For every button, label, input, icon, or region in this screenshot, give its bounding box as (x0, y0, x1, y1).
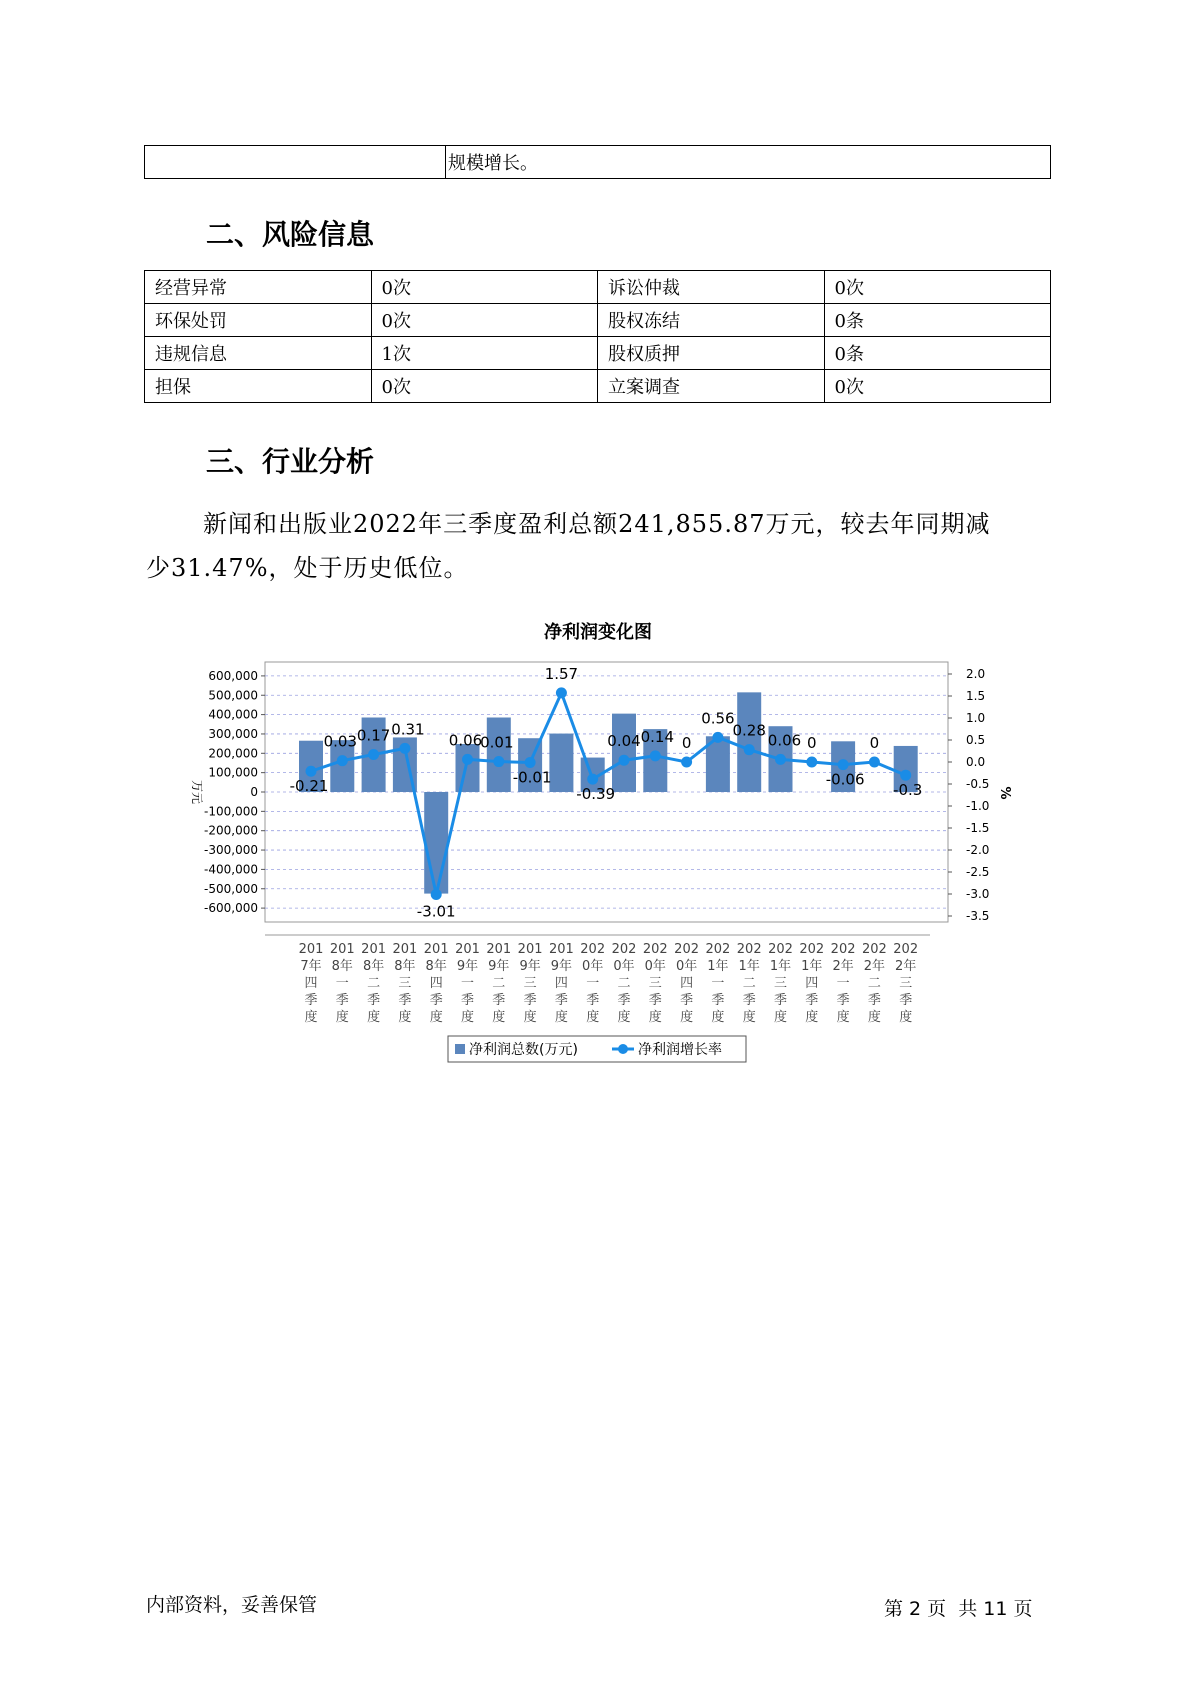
point-label: -0.21 (289, 777, 329, 796)
point-label: 0.06 (767, 731, 802, 750)
risk-item-label: 诉讼仲裁 (598, 271, 825, 304)
x-tick-label: 度 (398, 1010, 412, 1025)
risk-item-value: 0次 (824, 271, 1051, 304)
right-tick-label: 1.5 (966, 689, 986, 703)
x-tick-label: 0年 (675, 959, 698, 974)
x-tick-label: 四 (429, 976, 443, 991)
growth-point (306, 766, 317, 777)
x-tick-label: 度 (805, 1010, 819, 1025)
x-tick-label: 度 (429, 1010, 443, 1025)
left-tick-label: 500,000 (208, 688, 258, 703)
growth-point (838, 759, 849, 770)
point-label: 0 (869, 734, 880, 752)
point-label: 0.04 (607, 732, 641, 751)
x-tick-label: 二 (617, 976, 631, 991)
growth-point (775, 754, 786, 765)
x-tick-label: 二 (867, 976, 881, 991)
point-label: 0.28 (732, 721, 766, 740)
x-tick-label: 季 (335, 993, 349, 1008)
growth-point (556, 687, 567, 698)
growth-point (525, 757, 536, 768)
right-tick-label: 1.0 (966, 711, 986, 725)
left-axis-title: 万元 (190, 779, 204, 805)
x-tick-label: 202 (642, 942, 668, 957)
x-tick-label: 季 (648, 993, 662, 1008)
x-tick-label: 度 (711, 1010, 725, 1025)
x-tick-label: 2年 (863, 959, 886, 974)
risk-item-value: 0条 (824, 304, 1051, 337)
x-tick-label: 二 (367, 976, 381, 991)
point-label: -0.3 (893, 781, 923, 800)
risk-item-value: 0次 (371, 370, 598, 403)
x-tick-label: 四 (805, 976, 819, 991)
x-tick-label: 201 (392, 942, 418, 957)
risk-item-label: 经营异常 (145, 271, 372, 304)
bar (456, 744, 480, 792)
bar (737, 692, 761, 792)
x-tick-label: 202 (736, 942, 762, 957)
x-tick-label: 一 (586, 976, 600, 991)
x-tick-label: 度 (335, 1010, 349, 1025)
x-tick-label: 度 (742, 1010, 756, 1025)
x-tick-label: 三 (899, 976, 913, 991)
left-tick-label: -300,000 (204, 843, 258, 858)
x-tick-label: 季 (398, 993, 412, 1008)
growth-point (712, 732, 723, 743)
growth-point (806, 757, 817, 768)
bar (487, 718, 511, 792)
x-tick-label: 三 (648, 976, 662, 991)
point-label: 1.57 (544, 664, 579, 683)
growth-point (681, 757, 692, 768)
x-tick-label: 季 (711, 993, 725, 1008)
bar (424, 792, 448, 894)
risk-item-value: 0次 (371, 304, 598, 337)
x-tick-label: 季 (429, 993, 443, 1008)
x-tick-label: 9年 (519, 959, 541, 974)
growth-point (869, 757, 880, 768)
left-tick-label: 0 (250, 785, 258, 799)
growth-point (650, 750, 661, 761)
x-tick-label: 202 (705, 942, 731, 957)
x-tick-label: 一 (460, 976, 475, 991)
right-tick-label: -2.5 (966, 865, 990, 879)
growth-point (431, 889, 442, 900)
growth-point (619, 755, 630, 766)
point-label: 0.06 (448, 731, 483, 750)
x-tick-label: 四 (680, 976, 694, 991)
x-tick-label: 度 (773, 1010, 788, 1025)
footer-confidential: 内部资料，妥善保管 (146, 1594, 318, 1616)
risk-item-value: 0次 (824, 370, 1051, 403)
x-tick-label: 度 (304, 1010, 318, 1025)
bar (612, 714, 636, 792)
risk-item-label: 担保 (145, 370, 372, 403)
growth-point (900, 770, 911, 781)
point-label: 0.01 (480, 733, 514, 752)
left-tick-label: 100,000 (208, 765, 258, 780)
x-tick-label: 1年 (738, 959, 760, 974)
x-tick-label: 度 (367, 1010, 381, 1025)
right-tick-label: -2.0 (966, 843, 990, 857)
x-tick-label: 度 (867, 1010, 881, 1025)
x-tick-label: 201 (423, 942, 449, 957)
x-tick-label: 季 (773, 993, 788, 1008)
left-tick-label: 200,000 (208, 746, 258, 761)
left-tick-label: 300,000 (208, 726, 258, 741)
left-tick-label: -200,000 (204, 823, 258, 838)
right-tick-label: -3.5 (966, 909, 990, 923)
x-tick-label: 0年 (613, 959, 635, 974)
x-tick-label: 度 (523, 1010, 537, 1025)
left-tick-label: -600,000 (204, 901, 258, 916)
point-label: 0.31 (391, 720, 425, 739)
risk-item-value: 1次 (371, 337, 598, 370)
x-tick-label: 度 (899, 1010, 913, 1025)
x-tick-label: 202 (611, 942, 637, 957)
x-tick-label: 季 (680, 993, 694, 1008)
right-tick-label: 0.0 (966, 755, 986, 769)
left-tick-label: 400,000 (208, 707, 258, 722)
growth-point (587, 774, 598, 785)
point-label: -3.01 (416, 902, 456, 921)
x-tick-label: 8年 (331, 959, 353, 974)
point-label: 0 (681, 734, 692, 752)
legend-line-marker (618, 1044, 628, 1054)
growth-point (744, 744, 755, 755)
x-tick-label: 度 (554, 1010, 568, 1025)
x-tick-label: 三 (773, 976, 788, 991)
x-tick-label: 202 (893, 942, 919, 957)
x-tick-label: 三 (398, 976, 412, 991)
x-tick-label: 度 (680, 1010, 694, 1025)
x-tick-label: 季 (867, 993, 881, 1008)
right-axis-title: % (997, 786, 1012, 800)
x-tick-label: 度 (648, 1010, 662, 1025)
legend-line-label: 净利润增长率 (638, 1042, 722, 1058)
x-tick-label: 二 (742, 976, 756, 991)
risk-item-value: 0次 (371, 271, 598, 304)
x-tick-label: 一 (836, 976, 850, 991)
x-tick-label: 201 (361, 942, 387, 957)
right-tick-label: -1.5 (966, 821, 990, 835)
x-tick-label: 202 (768, 942, 793, 957)
x-tick-label: 季 (617, 993, 631, 1008)
growth-point (493, 756, 504, 767)
x-tick-label: 8年 (425, 959, 447, 974)
x-tick-label: 202 (861, 942, 887, 957)
growth-point (337, 755, 348, 766)
x-tick-label: 度 (586, 1010, 600, 1025)
x-tick-label: 0年 (644, 959, 666, 974)
x-tick-label: 0年 (582, 959, 604, 974)
analysis-paragraph-line1: 新闻和出版业2022年三季度盈利总额241,855.87万元，较去年同期减 (203, 510, 991, 538)
section2-title: 二、风险信息 (206, 218, 375, 251)
x-tick-label: 8年 (394, 959, 416, 974)
bar (549, 734, 573, 792)
legend-bar-swatch (455, 1044, 465, 1054)
x-tick-label: 2年 (895, 959, 917, 974)
x-tick-label: 二 (492, 976, 506, 991)
x-tick-label: 1年 (801, 959, 823, 974)
x-tick-label: 202 (799, 942, 825, 957)
x-tick-label: 度 (492, 1010, 506, 1025)
right-tick-label: -3.0 (966, 887, 990, 901)
x-tick-label: 1年 (707, 959, 729, 974)
x-tick-label: 季 (554, 993, 568, 1008)
x-tick-label: 201 (517, 942, 543, 957)
x-tick-label: 季 (367, 993, 381, 1008)
point-label: -0.06 (825, 770, 865, 789)
footer-page-number: 第 2 页 共 11 页 (884, 1598, 1033, 1620)
x-tick-label: 季 (304, 993, 318, 1008)
risk-item-label: 股权冻结 (598, 304, 825, 337)
x-tick-label: 季 (742, 993, 756, 1008)
x-tick-label: 季 (836, 993, 850, 1008)
risk-item-label: 立案调查 (598, 370, 825, 403)
x-tick-label: 202 (580, 942, 606, 957)
x-tick-label: 一 (335, 976, 349, 991)
left-tick-label: 600,000 (208, 668, 258, 683)
risk-item-label: 环保处罚 (145, 304, 372, 337)
right-tick-label: -1.0 (966, 799, 990, 813)
x-tick-label: 201 (548, 942, 574, 957)
x-tick-label: 季 (586, 993, 600, 1008)
x-tick-label: 201 (455, 942, 480, 957)
x-tick-label: 季 (492, 993, 506, 1008)
point-label: 0.03 (323, 732, 358, 751)
risk-item-value: 0条 (824, 337, 1051, 370)
x-tick-label: 季 (899, 993, 913, 1008)
point-label: -0.39 (576, 785, 616, 804)
x-tick-label: 201 (298, 942, 324, 957)
x-tick-label: 季 (460, 993, 475, 1008)
right-tick-label: 2.0 (966, 667, 986, 681)
point-label: -0.01 (512, 768, 552, 787)
x-tick-label: 9年 (488, 959, 510, 974)
x-tick-label: 度 (617, 1010, 631, 1025)
growth-point (368, 749, 379, 760)
point-label: 0.17 (356, 726, 391, 745)
growth-point (462, 754, 473, 765)
point-label: 0 (807, 734, 817, 752)
legend-bar-label: 净利润总数(万元) (469, 1042, 578, 1058)
risk-item-label: 违规信息 (145, 337, 372, 370)
x-tick-label: 一 (711, 976, 725, 991)
x-tick-label: 度 (836, 1010, 850, 1025)
x-tick-label: 2年 (832, 959, 854, 974)
point-label: 0.56 (701, 709, 735, 728)
left-tick-label: -100,000 (204, 804, 258, 819)
x-tick-label: 7年 (300, 959, 322, 974)
point-label: 0.14 (640, 727, 675, 746)
growth-point (399, 743, 410, 754)
x-tick-label: 季 (523, 993, 537, 1008)
chart-title: 净利润变化图 (544, 622, 652, 643)
x-tick-label: 201 (329, 942, 355, 957)
x-tick-label: 四 (554, 976, 568, 991)
x-tick-label: 8年 (362, 959, 385, 974)
x-tick-label: 四 (304, 976, 318, 991)
left-tick-label: -500,000 (204, 881, 258, 896)
x-tick-label: 9年 (456, 959, 479, 974)
analysis-paragraph-line2: 少31.47%，处于历史低位。 (146, 554, 469, 582)
x-tick-label: 季 (805, 993, 819, 1008)
right-tick-label: 0.5 (966, 733, 986, 747)
left-tick-label: -400,000 (204, 862, 258, 877)
x-tick-label: 度 (460, 1010, 475, 1025)
x-tick-label: 202 (674, 942, 700, 957)
x-tick-label: 202 (830, 942, 856, 957)
x-tick-label: 201 (486, 942, 512, 957)
x-tick-label: 9年 (550, 959, 573, 974)
section3-title: 三、行业分析 (206, 445, 375, 478)
x-tick-label: 1年 (769, 959, 792, 974)
top-table-text-cell: 规模增长。 (446, 146, 1051, 179)
x-tick-label: 三 (523, 976, 537, 991)
risk-item-label: 股权质押 (598, 337, 825, 370)
right-tick-label: -0.5 (966, 777, 990, 791)
